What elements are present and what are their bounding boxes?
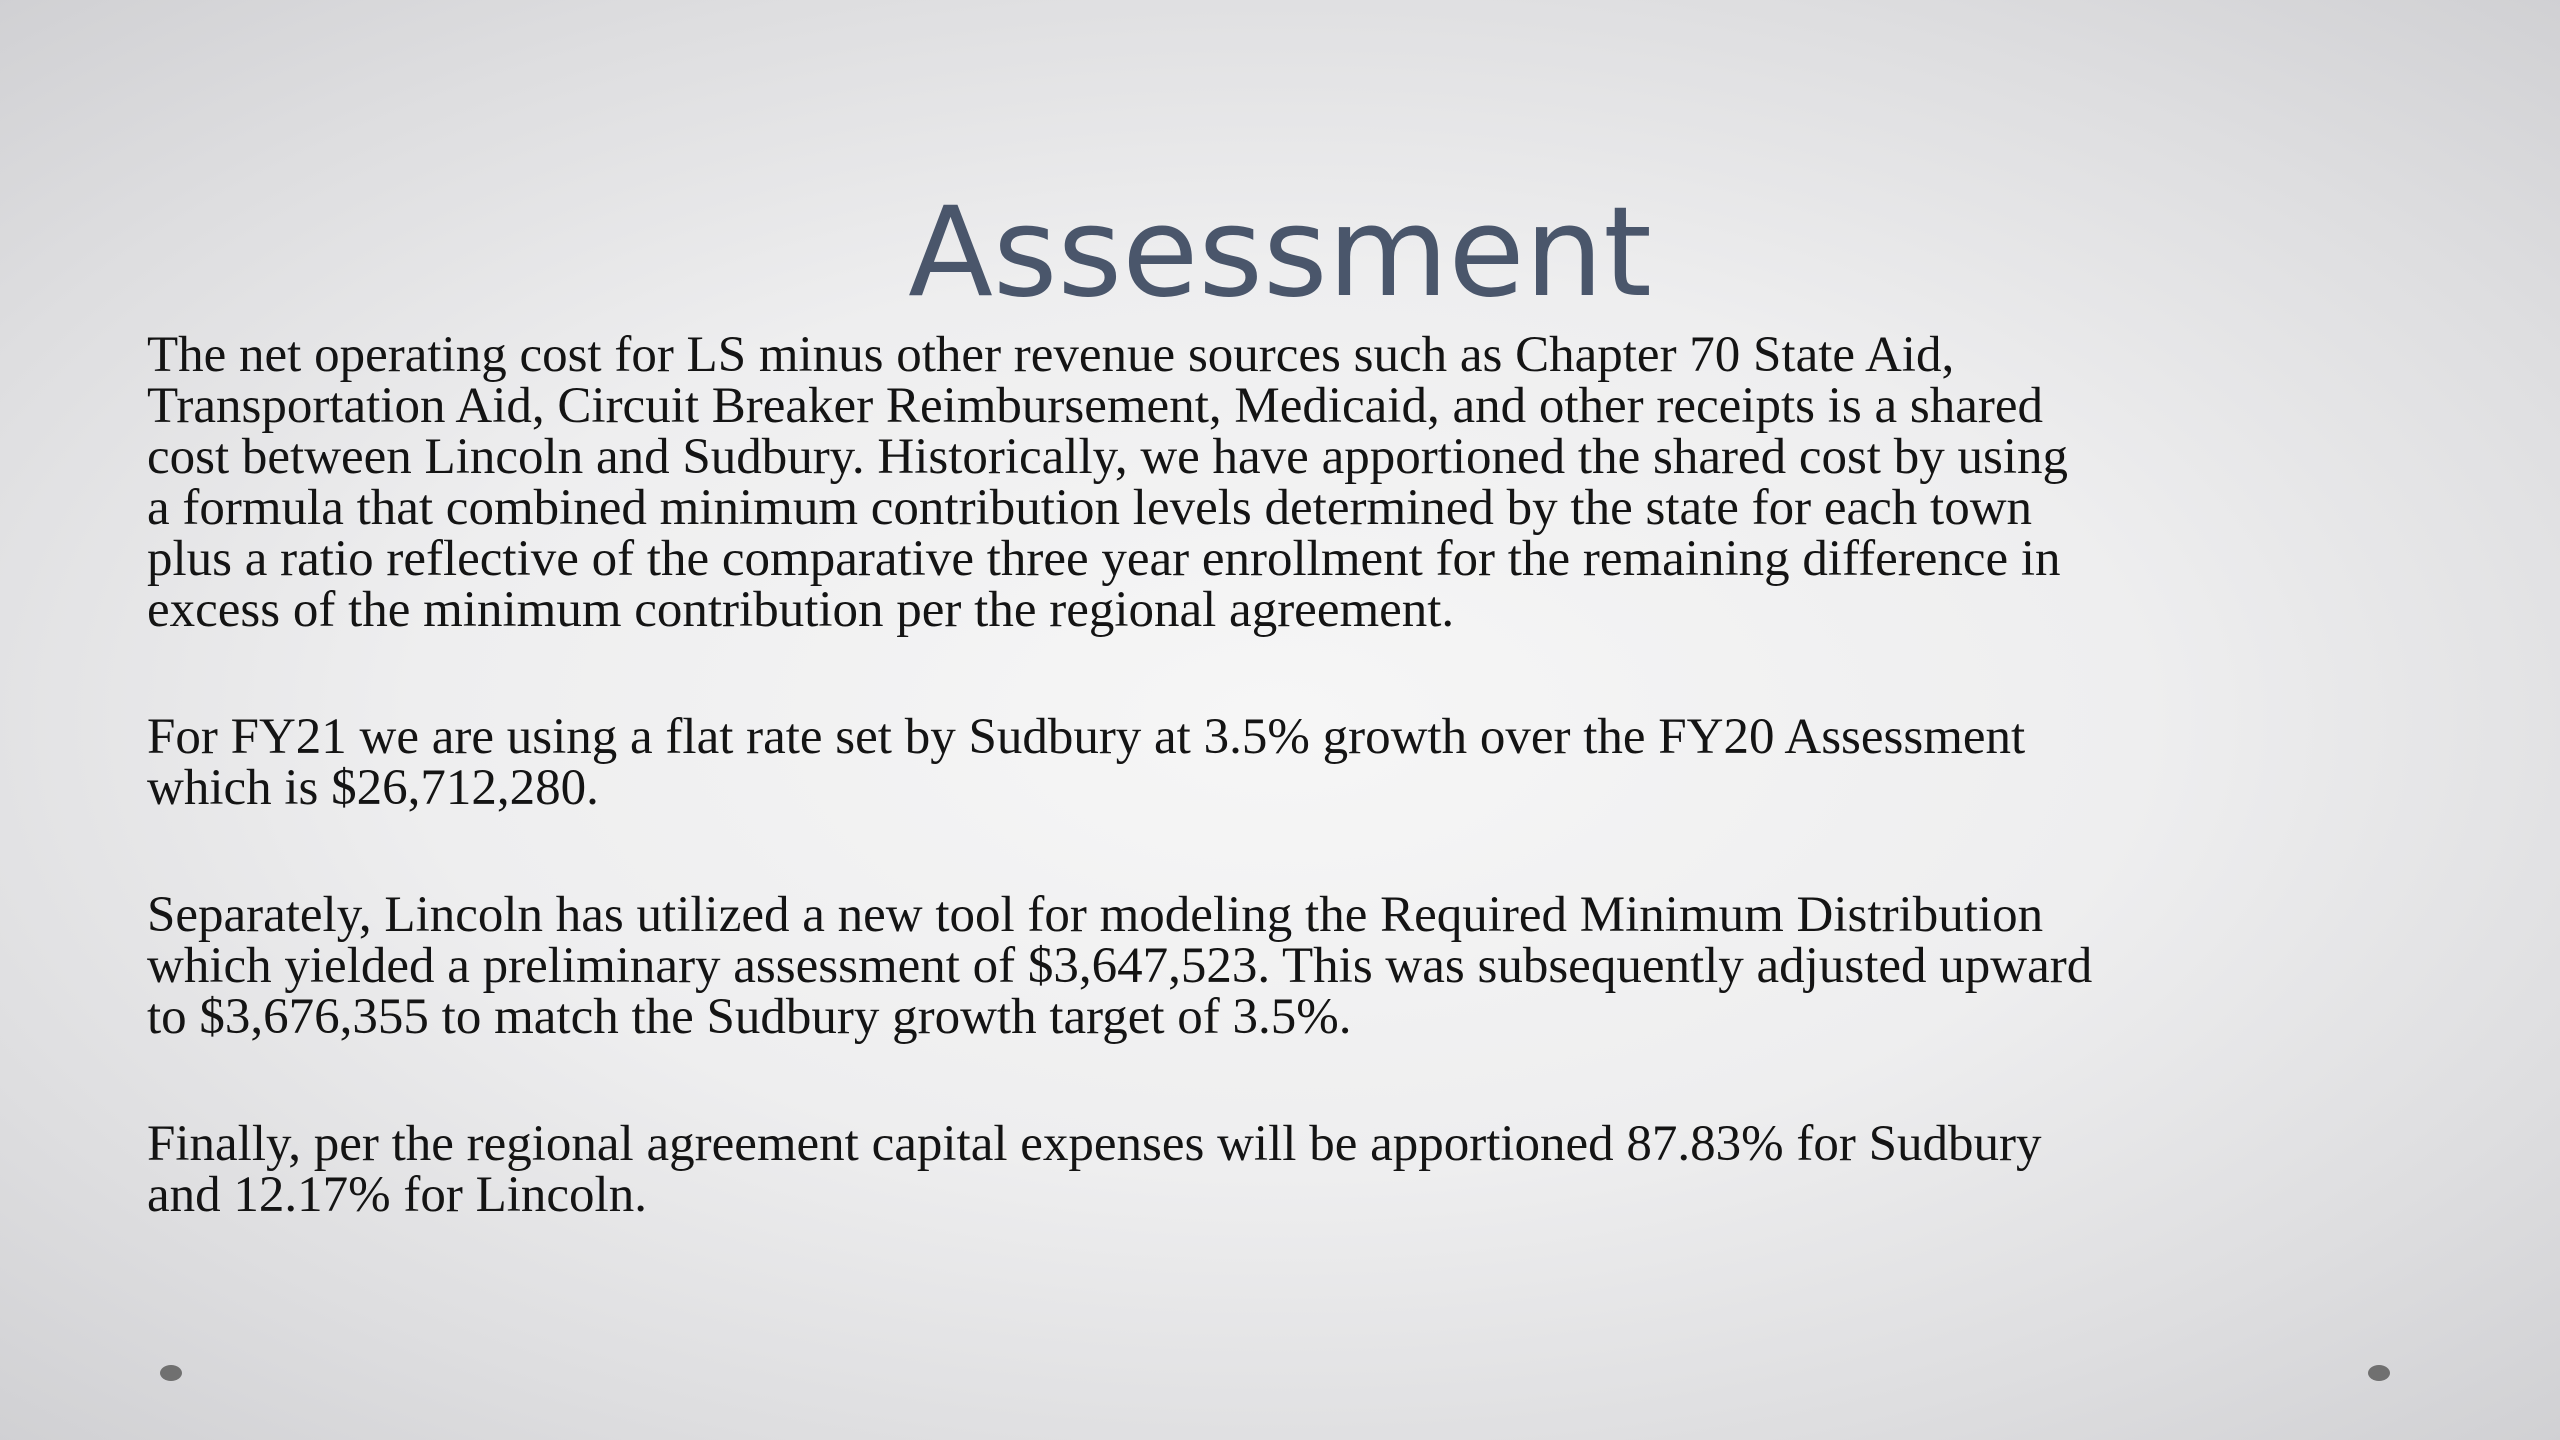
paragraph-capital-expenses: Finally, per the regional agreement capital expenses will be apportioned 87.83% for Sudbury and 12.17% for Lincoln. [147,1116,2042,1223]
right-decorative-dot [2368,1365,2390,1381]
slide-title: Assessment [908,181,1652,325]
paragraph-fy21-flat-rate: For FY21 we are using a flat rate set by Sudbury at 3.5% growth over the FY20 Assessment which is $26,712,280. [147,709,2026,816]
slide-body [147,327,2447,1223]
paragraph-lincoln-assessment: Separately, Lincoln has utilized a new tool for modeling the Required Minimum Distribution which yielded a preliminary assessment of $3,647,523. This was subsequently adjusted upward to $3,676,355 to match the Sudbury growth target of 3.5%. [147,887,2093,1045]
paragraph-net-operating-cost: The net operating cost for LS minus other revenue sources such as Chapter 70 State Aid, Transportation Aid, Circuit Breaker Reimbursement, Medicaid, and other receipts is a shared cost between Lincoln and Sudbury. Historically, we have apportioned the shared cost by using a formula that combined minimum contribution levels determined by the state for each town plus a ratio reflective of the comparative three year enrollment for the remaining difference in excess of the minimum contribution per the regional agreement. [147,327,2068,638]
left-decorative-dot [160,1365,182,1381]
